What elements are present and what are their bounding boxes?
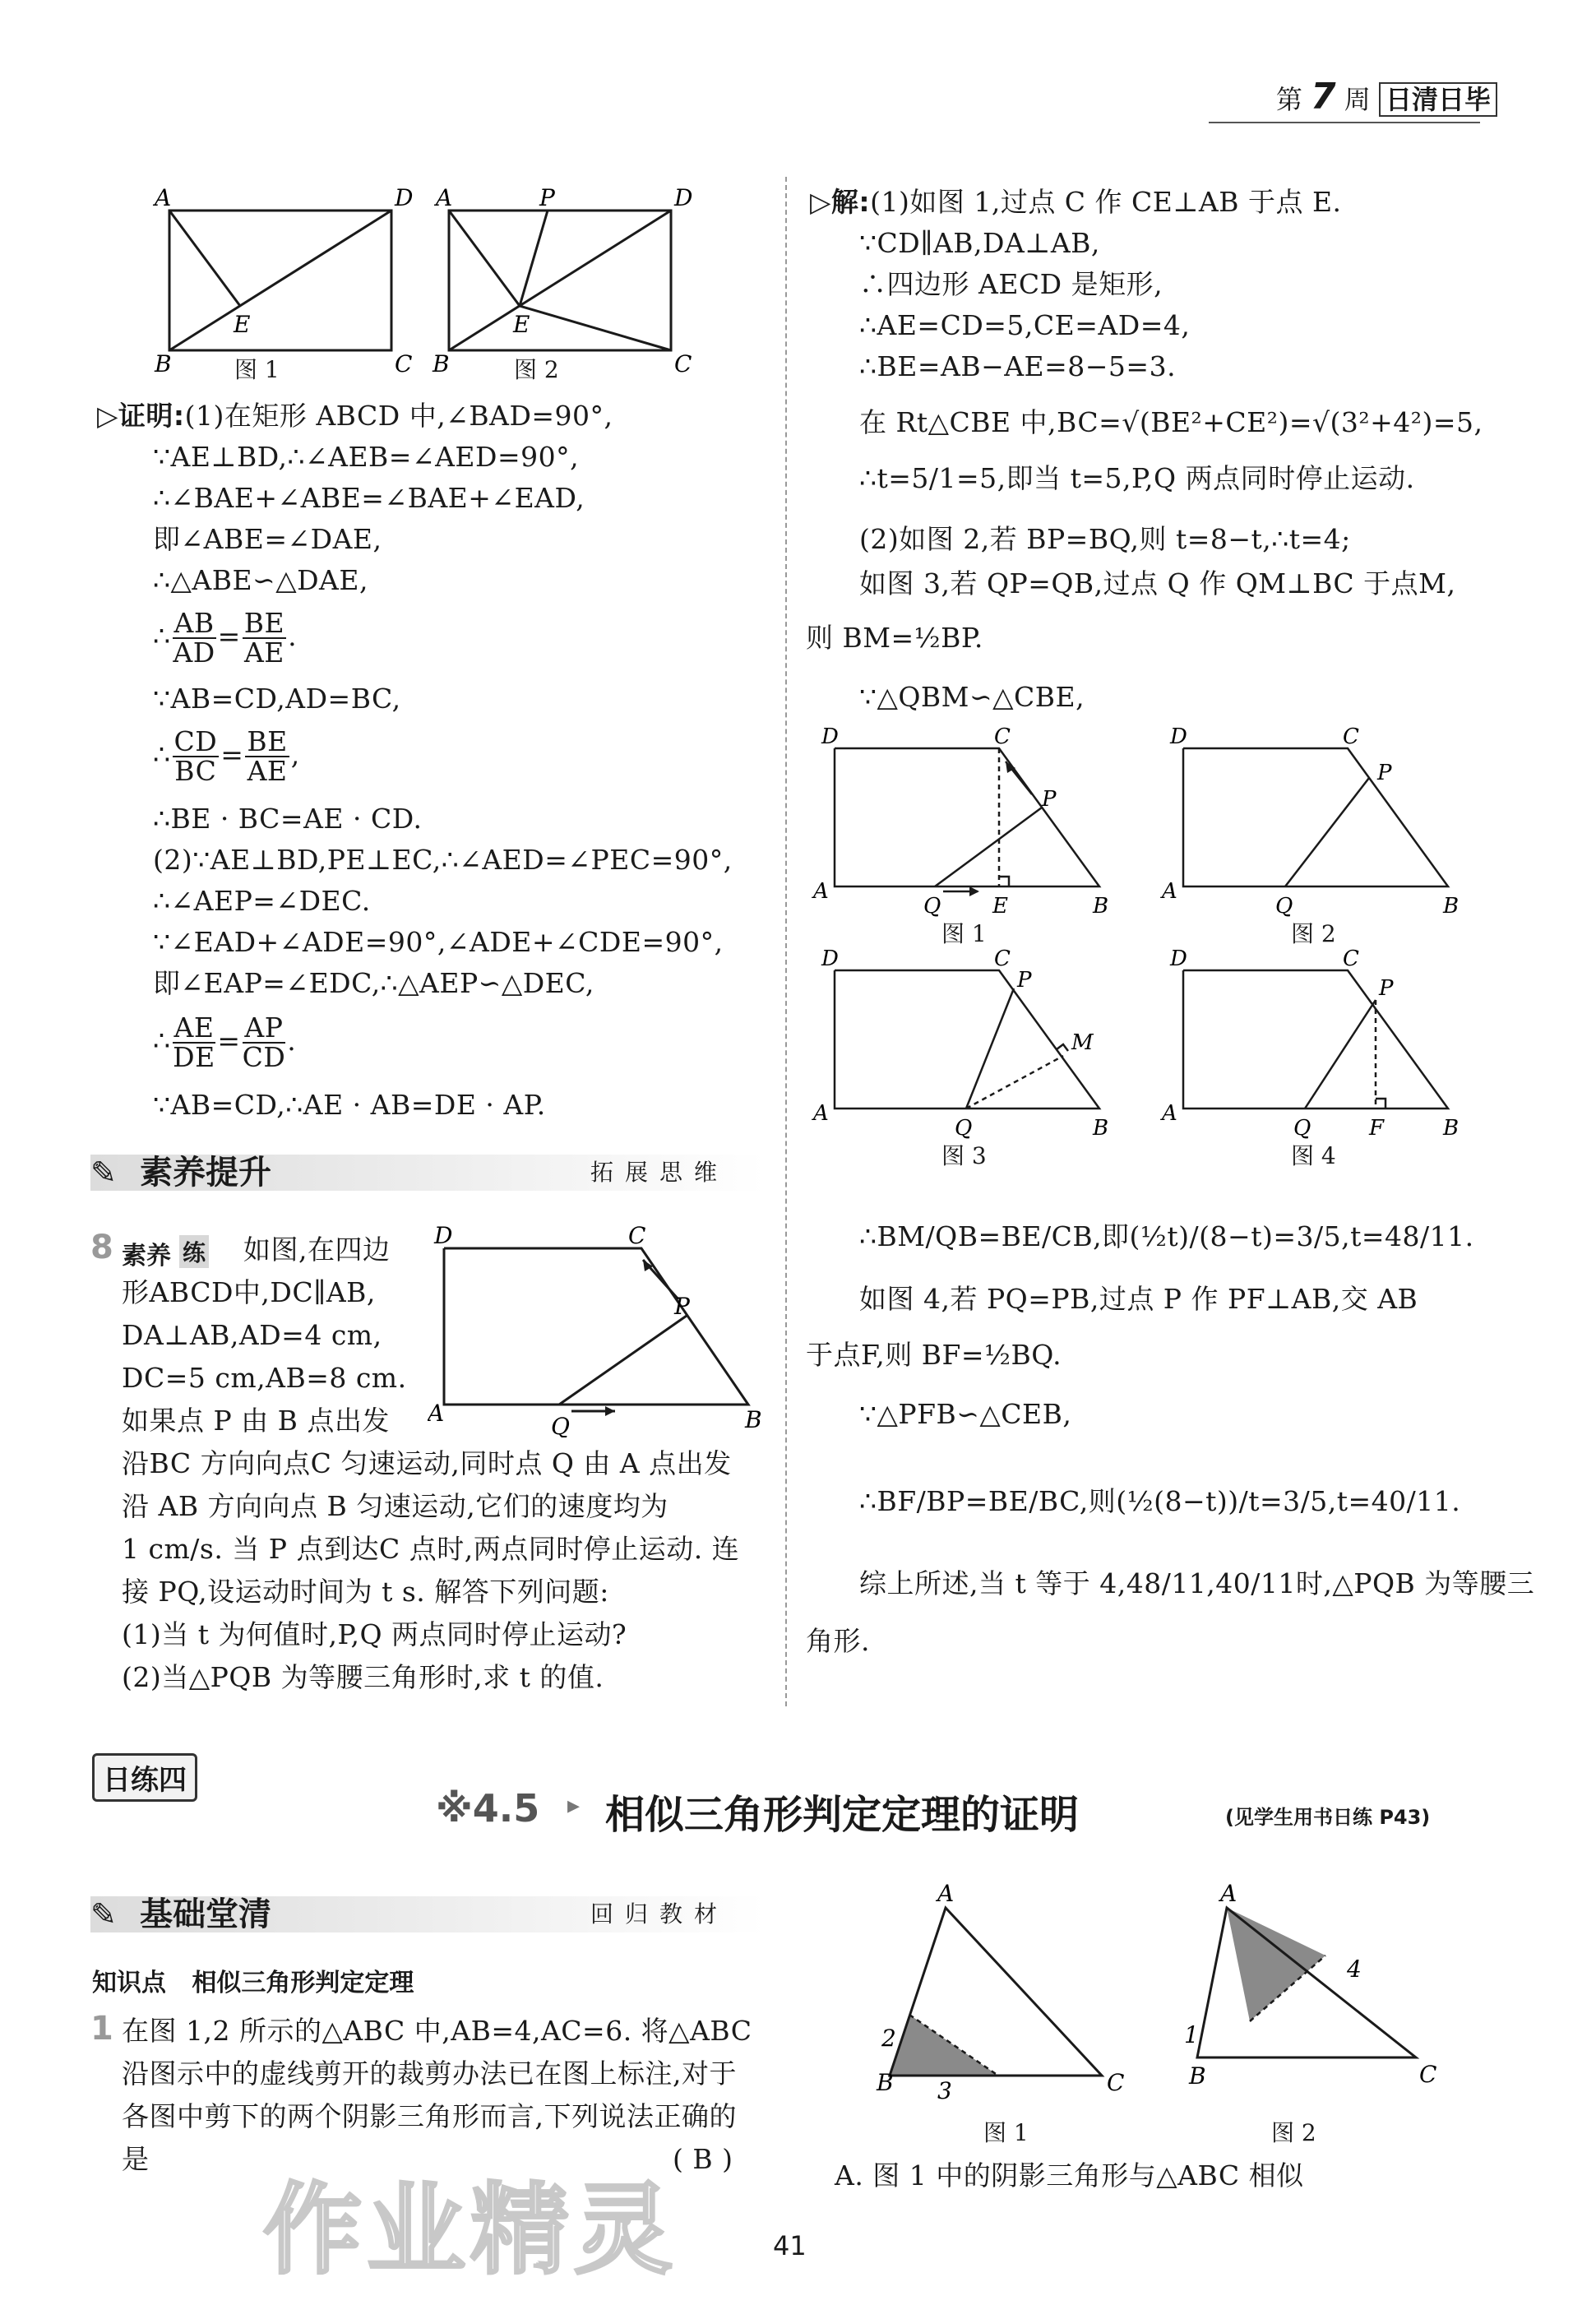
svg-text:3: 3 xyxy=(937,2077,952,2104)
svg-text:C: C xyxy=(1343,947,1359,971)
proof-heading: 证明: xyxy=(118,400,185,432)
solution-line-2: ∴四边形 AECD 是矩形, xyxy=(859,268,1163,300)
svg-text:E: E xyxy=(992,894,1008,919)
svg-text:E: E xyxy=(234,311,251,338)
fig2-caption: 图 2 xyxy=(514,356,559,383)
svg-text:B: B xyxy=(155,350,172,377)
svg-text:B: B xyxy=(745,1406,762,1433)
solution-after-2: 于点F,则 BF=½BQ. xyxy=(806,1339,1062,1371)
solution-after-3: ∵△PFB∽△CEB, xyxy=(859,1398,1072,1430)
proof-fraction-2: ∴ $\frac{CD}{BC}$ = $\frac{BE}{AE}$ , xyxy=(153,725,300,787)
solution-line-9: 则 BM=½BP. xyxy=(806,622,983,654)
q8-line-9: (1)当 t 为何值时,P,Q 两点同时停止运动? xyxy=(122,1618,627,1650)
week-prefix: 第 xyxy=(1275,84,1302,115)
sol-figure-3 xyxy=(835,970,1099,1109)
svg-text:Q: Q xyxy=(551,1413,570,1437)
solution-line-5: 在 Rt△CBE 中,BC=√(BE²+CE²)=√(3²+4²)=5, xyxy=(859,406,1483,438)
question-8-badge: 素养 xyxy=(122,1242,171,1271)
svg-text:Q: Q xyxy=(1293,1116,1311,1141)
q1-line-0: 在图 1,2 所示的△ABC 中,AB=4,AC=6. 将△ABC xyxy=(122,2015,752,2047)
svg-text:D: D xyxy=(674,184,693,211)
q1-figure-1 xyxy=(876,1880,1124,2104)
proof-line-4: ∴△ABE∽△DAE, xyxy=(153,564,368,596)
svg-text:P: P xyxy=(1377,761,1392,785)
q1-figures xyxy=(863,1875,1488,2105)
proof-line-2: ∴∠BAE+∠ABE=∠BAE+∠EAD, xyxy=(153,482,585,514)
series-name: 日清日毕 xyxy=(1379,82,1497,117)
section-reference: (见学生用书日练 P43) xyxy=(1225,1806,1431,1829)
svg-text:B: B xyxy=(1443,1116,1460,1141)
svg-text:A: A xyxy=(1162,879,1177,904)
svg-text:C: C xyxy=(994,724,1011,749)
q8-line-10: (2)当△PQB 为等腰三角形时,求 t 的值. xyxy=(122,1661,604,1693)
svg-text:P: P xyxy=(1379,976,1394,1001)
solution-figures xyxy=(810,724,1492,1168)
proof-line-1: ∵AE⊥BD,∴∠AEB=∠AED=90°, xyxy=(153,441,580,473)
pen-icon-2: ✎ xyxy=(90,1896,117,1932)
sol-figure-2 xyxy=(1183,748,1448,886)
svg-text:P: P xyxy=(674,1293,690,1320)
sol-figure-1 xyxy=(835,748,1099,891)
svg-text:D: D xyxy=(1170,947,1187,971)
svg-text:A: A xyxy=(155,184,172,211)
svg-text:C: C xyxy=(994,947,1011,971)
q1-option-a: A. 图 1 中的阴影三角形与△ABC 相似 xyxy=(835,2159,1304,2192)
svg-text:C: C xyxy=(395,350,413,377)
q1-line-3: 是 xyxy=(122,2143,150,2175)
svg-text:D: D xyxy=(1170,724,1187,749)
section-title-1: 素养提升 xyxy=(140,1154,271,1192)
q1-fig1-caption: 图 1 xyxy=(983,2119,1029,2146)
svg-text:P: P xyxy=(1042,787,1057,812)
svg-text:B: B xyxy=(1189,2062,1206,2090)
solution-after-4: ∴BF/BP=BE/BC,则(½(8−t))/t=3/5,t=40/11. xyxy=(859,1485,1461,1517)
week-number: 7 xyxy=(1311,76,1336,118)
sol-fig1-caption: 图 1 xyxy=(941,920,987,947)
proof-line-11: ∵AB=CD,∴AE · AB=DE · AP. xyxy=(153,1089,546,1121)
solution-line-10: ∵△QBM∽△CBE, xyxy=(859,681,1085,713)
q8-line-3: DC=5 cm,AB=8 cm. xyxy=(122,1362,407,1394)
svg-text:A: A xyxy=(1162,1101,1177,1126)
svg-text:P: P xyxy=(539,184,555,211)
svg-text:Q: Q xyxy=(1275,894,1293,919)
rectangle-figures xyxy=(148,181,740,378)
proof-line-5: ∵AB=CD,AD=BC, xyxy=(153,683,401,715)
svg-text:A: A xyxy=(813,879,829,904)
proof-text: (1)在矩形 ABCD 中,∠BAD=90°, xyxy=(184,400,613,432)
solution-line-0: ▷解:(1)如图 1,过点 C 作 CE⊥AB 于点 E. xyxy=(810,186,1342,218)
proof-line-0 xyxy=(97,400,613,433)
sol-figure-4 xyxy=(1183,970,1448,1109)
pen-icon: ✎ xyxy=(90,1155,117,1191)
svg-text:A: A xyxy=(1220,1880,1237,1907)
svg-text:4: 4 xyxy=(1347,1956,1362,1983)
section-arrow-icon: ▸ xyxy=(567,1791,581,1820)
section-title: 相似三角形判定定理的证明 xyxy=(605,1792,1080,1838)
sol-fig3-caption: 图 3 xyxy=(941,1142,987,1169)
proof-fraction-1: ∴ $\frac{AB}{AD}$ = $\frac{BE}{AE}$ . xyxy=(153,607,298,669)
section-number: ※4.5 xyxy=(436,1786,540,1831)
play-icon: ▷ xyxy=(810,186,831,218)
svg-text:Q: Q xyxy=(955,1116,973,1141)
svg-text:A: A xyxy=(436,184,453,211)
svg-text:C: C xyxy=(1419,2061,1437,2088)
section-title-2: 基础堂清 xyxy=(140,1895,271,1933)
sol-fig4-caption: 图 4 xyxy=(1291,1142,1336,1169)
svg-text:M: M xyxy=(1071,1030,1094,1055)
q1-fig2-caption: 图 2 xyxy=(1271,2119,1316,2146)
solution-line-8: 如图 3,若 QP=QB,过点 Q 作 QM⊥BC 于点M, xyxy=(859,567,1456,599)
svg-text:B: B xyxy=(1093,1116,1109,1141)
solution-line-7: (2)如图 2,若 BP=BQ,则 t=8−t,∴t=4; xyxy=(859,523,1351,555)
section-tag-1: 拓展思维 xyxy=(590,1159,729,1186)
svg-text:D: D xyxy=(395,184,414,211)
q8-line-4: 如果点 P 由 B 点出发 xyxy=(122,1405,390,1437)
q8-figure xyxy=(428,1224,773,1437)
play-icon: ▷ xyxy=(97,400,118,432)
svg-text:D: D xyxy=(434,1224,453,1249)
svg-text:1: 1 xyxy=(1184,2021,1199,2048)
solution-line-4: ∴BE=AB−AE=8−5=3. xyxy=(859,350,1177,382)
svg-text:C: C xyxy=(1107,2069,1125,2096)
proof-fraction-3: ∴ $\frac{AE}{DE}$ = $\frac{AP}{CD}$ . xyxy=(153,1011,297,1073)
solution-heading: 解: xyxy=(830,186,871,218)
fig1-caption: 图 1 xyxy=(234,356,280,383)
svg-text:E: E xyxy=(513,311,530,338)
svg-text:A: A xyxy=(937,1880,955,1907)
page-number: 41 xyxy=(773,2230,807,2261)
svg-text:B: B xyxy=(877,2069,894,2096)
q1-line-2: 各图中剪下的两个阴影三角形而言,下列说法正确的 xyxy=(122,2100,737,2132)
q8-line-6: 沿 AB 方向向点 B 匀速运动,它们的速度均为 xyxy=(122,1490,668,1522)
knowledge-point: 知识点 相似三角形判定定理 xyxy=(92,1969,414,1997)
svg-text:B: B xyxy=(433,350,450,377)
proof-line-8: ∴∠AEP=∠DEC. xyxy=(153,885,371,917)
svg-text:A: A xyxy=(813,1101,829,1126)
solution-after-6: 角形. xyxy=(806,1625,870,1657)
q1-line-1: 沿图示中的虚线剪开的裁剪办法已在图上标注,对于 xyxy=(122,2057,737,2090)
proof-line-9: ∵∠EAD+∠ADE=90°,∠ADE+∠CDE=90°, xyxy=(153,926,724,958)
svg-text:P: P xyxy=(1017,968,1032,993)
svg-text:B: B xyxy=(1443,894,1460,919)
sol-fig2-caption: 图 2 xyxy=(1291,920,1336,947)
svg-text:C: C xyxy=(628,1224,646,1249)
svg-text:F: F xyxy=(1369,1116,1385,1141)
question-8-badge-box: 练 xyxy=(179,1235,209,1268)
svg-text:D: D xyxy=(821,947,839,971)
section-tag-2: 回归教材 xyxy=(590,1900,729,1928)
solution-line-6: ∴t=5/1=5,即当 t=5,P,Q 两点同时停止运动. xyxy=(859,462,1415,494)
svg-text:A: A xyxy=(428,1400,445,1427)
q8-line-2: DA⊥AB,AD=4 cm, xyxy=(122,1319,382,1351)
svg-text:Q: Q xyxy=(923,894,941,919)
proof-line-10: 即∠EAP=∠EDC,∴△AEP∽△DEC, xyxy=(153,967,594,999)
q8-line-1: 形ABCD中,DC∥AB, xyxy=(122,1276,376,1308)
week-suffix: 周 xyxy=(1344,84,1371,115)
watermark-logo: 作业精灵 xyxy=(263,2173,678,2288)
solution-line-1: ∵CD∥AB,DA⊥AB, xyxy=(859,227,1100,259)
proof-line-7: (2)∵AE⊥BD,PE⊥EC,∴∠AED=∠PEC=90°, xyxy=(153,844,733,876)
proof-line-3: 即∠ABE=∠DAE, xyxy=(153,523,382,555)
daily-practice-badge: 日练四 xyxy=(92,1753,197,1802)
q1-figure-2 xyxy=(1184,1880,1436,2090)
page-header xyxy=(1276,76,1497,118)
solution-after-1: 如图 4,若 PQ=PB,过点 P 作 PF⊥AB,交 AB xyxy=(859,1283,1418,1315)
q8-line-8: 接 PQ,设运动时间为 t s. 解答下列问题: xyxy=(122,1576,609,1608)
solution-after-5: 综上所述,当 t 等于 4,48/11,40/11时,△PQB 为等腰三 xyxy=(859,1567,1535,1599)
svg-text:C: C xyxy=(1343,724,1359,749)
figure-2 xyxy=(449,211,671,350)
q8-line-0: 如图,在四边 xyxy=(243,1233,391,1266)
q1-answer: ( B ) xyxy=(673,2143,733,2175)
header-rule xyxy=(1209,122,1480,123)
svg-text:B: B xyxy=(1093,894,1109,919)
column-divider xyxy=(785,177,787,1706)
solution-after-0: ∴BM/QB=BE/CB,即(½t)/(8−t)=3/5,t=48/11. xyxy=(859,1220,1474,1252)
svg-text:D: D xyxy=(821,724,839,749)
q8-line-7: 1 cm/s. 当 P 点到达C 点时,两点同时停止运动. 连 xyxy=(122,1533,740,1565)
proof-line-6: ∴BE · BC=AE · CD. xyxy=(153,803,423,835)
svg-text:2: 2 xyxy=(881,2025,896,2052)
question-1-number: 1 xyxy=(90,2010,113,2048)
svg-text:C: C xyxy=(674,350,692,377)
question-8-number: 8 xyxy=(90,1229,113,1266)
q8-line-5: 沿BC 方向向点C 匀速运动,同时点 Q 由 A 点出发 xyxy=(122,1447,732,1479)
figure-1 xyxy=(169,211,391,350)
solution-line-3: ∴AE=CD=5,CE=AD=4, xyxy=(859,309,1191,341)
